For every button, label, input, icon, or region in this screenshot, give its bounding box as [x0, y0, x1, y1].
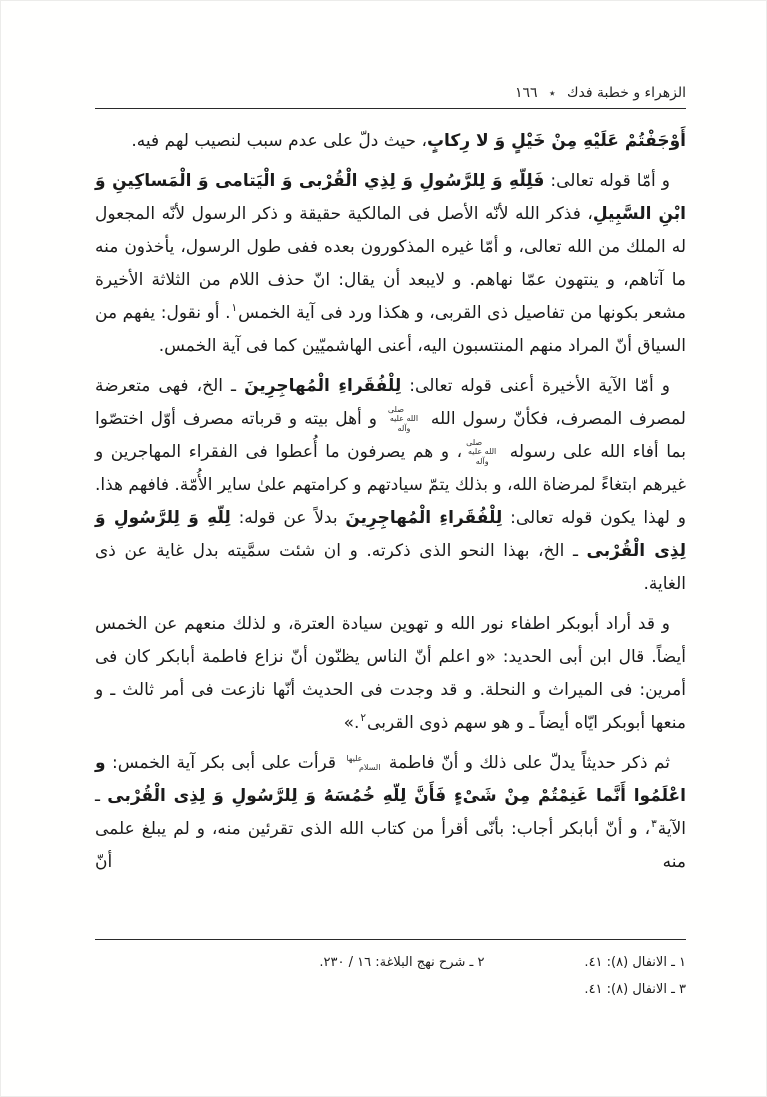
footnote-row [95, 949, 686, 976]
page-header [95, 85, 686, 109]
page-number: ١٦٦ [514, 85, 538, 101]
star-ornament-icon: ٭ [548, 86, 556, 100]
page-footer [95, 939, 686, 1003]
footnote-divider [95, 939, 686, 940]
paragraph: و أمّا الآية الأخيرة أعنى قوله تعالى: لِلْفُقَراءِ الْمُهاجِرِينَ ـ الخ، فهى متعرضة لمصرف المصرف، فكأنّ رسول الله صلى الله عليه وآله و أهل بيته و قرباته مصرف أوّل اختصّوا بما أفاء الله على رسوله صلى الله عليه وآله، و هم يصرفون ما أُعطوا فى الفقراء المهاجرين و غيرهم ابتغاءً لمرضاة الله، و بذلك يتمّ سيادتهم و كرامتهم علىٰ ساير الأُمّة. فافهم هذا. و لهذا يكون قوله تعالى: لِلْفُقَراءِ الْمُهاجِرِينَ بدلاً عن قوله: لِلّهِ وَ لِلرَّسُولِ وَ لِذِى الْقُرْبى ـ الخ، بهذا النحو الذى ذكرته. و ان شئت سمَّيته بدل غاية عن ذى الغاية. [95, 376, 687, 594]
running-title: الزهراء و خطبة فدك [566, 85, 686, 101]
paragraph: و أمّا قوله تعالى: فَلِلّهِ وَ لِلرَّسُولِ وَ لِذِي الْقُرْبى وَ الْيَتامى وَ الْمَساكِينِ وَ ابْنِ السَّبِيلِ، فذكر الله لأنّه الأصل فى المالكية حقيقة و ذكر الرسول لأنّه المجعول له الملك من الله تعالى، و أمّا غيره المذكورون بعده ففى طول الرسول، يأخذون منه ما آتاهم، و ينتهون عمّا نهاهم. و لايبعد أن يقال: انّ حذف اللام من الثلاثة الأخيرة مشعر بكونها من تفاصيل ذى القربى، و هكذا ورد فى آية الخمس$^١$. أو نقول: يفهم من السياق أنّ المراد منهم المنتسبون اليه، أعنى الهاشميّين كما فى آية الخمس. [95, 171, 687, 356]
paragraph: ثم ذكر حديثاً يدلّ على ذلك و أنّ فاطمة عليها السلام قرأت على أبى بكر آية الخمس: و اعْلَمُوا أَنَّما غَنِمْتُمْ مِنْ شَىْءٍ فَأَنَّ لِلّهِ خُمُسَهُ وَ لِلرَّسُولِ وَ لِذِى الْقُرْبى ـ الآية$^٣$، و أنّ أبابكر أجاب: بأنّى أقرأ من كتاب الله الذى تقرئين منه، و لم يبلغ علمى منه أنّ [95, 753, 686, 872]
page-body [95, 125, 686, 879]
footnote-3: ٣ ـ الانفال (٨): ٤١. [584, 982, 686, 997]
footnote-row [95, 976, 686, 1003]
footnote-1: ١ ـ الانفال (٨): ٤١. [584, 955, 686, 970]
paragraph: أَوْجَفْتُمْ عَلَيْهِ مِنْ خَيْلٍ وَ لا رِكابٍ، حيث دلّ على عدم سبب لنصيب لهم فيه. [131, 131, 686, 151]
footnote-2: ٢ ـ شرح نهج البلاغة: ١٦ / ٢٣٠. [319, 955, 485, 970]
paragraph: و قد أراد أبوبكر اطفاء نور الله و تهوين سيادة العترة، و لذلك منعهم عن الخمس أيضاً. قال ابن أبى الحديد: «و اعلم أنّ الناس يظنّون أنّ نزاع فاطمة أبابكر كان فى أمرين: فى الميراث و النحلة. و قد وجدت فى الحديث أنّها نازعت فى أمر ثالث ـ و منعها أبوبكر ايّاه أيضاً ـ و هو سهم ذوى القربى$^٢$.» [95, 614, 686, 733]
